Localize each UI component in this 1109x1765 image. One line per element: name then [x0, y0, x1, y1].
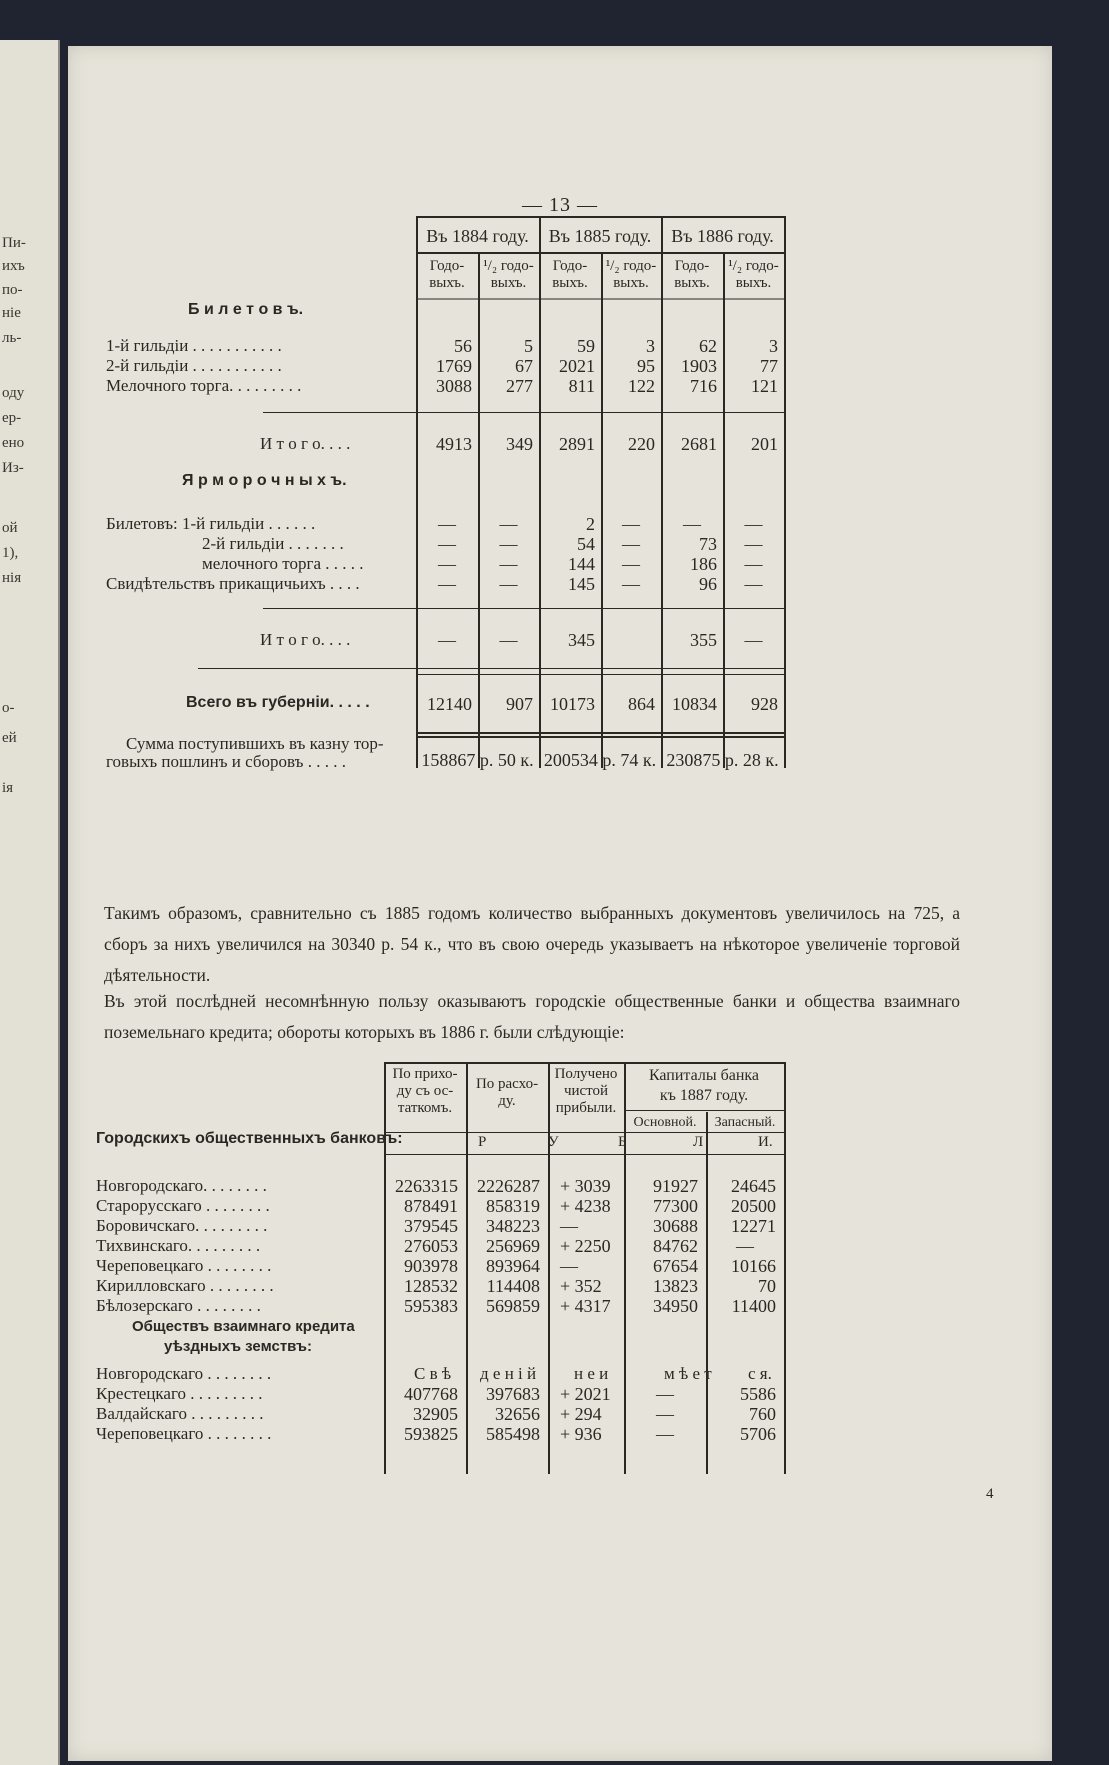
table1-rule [416, 674, 784, 675]
table1-cell: 10173 [550, 694, 595, 714]
table2-header: Получено чистой прибыли. [554, 1066, 618, 1116]
table2-header: По расхо- ду. [475, 1076, 539, 1109]
table2-cell: 858319 [486, 1196, 540, 1216]
table2-cell: 5586 [740, 1384, 776, 1404]
table1-cell: 716 [690, 376, 717, 396]
left-fragment: ено [2, 435, 25, 451]
left-page-edge [0, 40, 60, 1765]
left-fragment: оду [2, 385, 25, 401]
left-fragment: ер- [2, 410, 22, 426]
table1-row-label: 2-й гильдіи . . . . . . . [202, 534, 344, 553]
table1-cell: 2891 [559, 434, 595, 454]
table2-cell: 11400 [731, 1296, 776, 1316]
table1-cell: 73 [699, 534, 717, 554]
table1-cell: — [622, 514, 640, 534]
paragraph-1: Такимъ образомъ, сравнительно съ 1885 годомъ количество выбранныхъ документовъ увеличилось на 725, а сборъ за нихъ увеличился на 30340 р. 54 к., что въ свою очередь указываетъ на нѣкоторое увеличеніе торговой дѣятельности. [104, 903, 960, 985]
table2-header: Запасный. [714, 1115, 776, 1130]
table2-header: По прихо- ду съ ос- таткомъ. [392, 1066, 458, 1116]
table1-cell: — [499, 554, 518, 574]
table1-year-header: Въ 1886 году. [671, 226, 774, 246]
table1-section-fair: Я р м о р о ч н ы х ъ. [182, 472, 347, 489]
table2-cell: 348223 [486, 1216, 540, 1236]
table1-col-line [784, 216, 786, 768]
page-number: — 13 — [522, 194, 598, 216]
left-fragment: по- [2, 282, 23, 298]
table1-cell: 12140 [427, 694, 472, 714]
table2-cell: 379545 [404, 1216, 458, 1236]
table2-row-label: Череповецкаго . . . . . . . . [96, 1424, 272, 1443]
table2-cell: 407768 [404, 1384, 458, 1404]
table1-cell: 77 [760, 356, 778, 376]
left-fragment: ой [2, 520, 18, 536]
table1-rule [263, 608, 784, 609]
table2-row-label: Кирилловскаго . . . . . . . . [96, 1276, 274, 1295]
paragraph-2: Въ этой послѣдней несомнѣнную пользу оказываютъ городскіе общественные банки и общества взаимнаго поземельнаго кредита; обороты которыхъ въ 1886 г. были слѣдующіе: [104, 991, 960, 1042]
table2-cell: 256969 [486, 1236, 540, 1256]
table2-cell: 34950 [653, 1296, 698, 1316]
table2-row-label: Бѣлозерскаго . . . . . . . . [96, 1296, 261, 1315]
table1-rule [263, 412, 784, 413]
table1-cell: 355 [690, 630, 717, 650]
table2-cell: 84762 [653, 1236, 698, 1256]
table2-cell: 397683 [486, 1384, 540, 1404]
table1-cell: 4913 [436, 434, 472, 454]
table2-rule [384, 1154, 784, 1155]
left-fragment: ія [2, 780, 14, 796]
table1-cell: — [438, 574, 456, 594]
table1-sub-header: Годо- выхъ. [674, 258, 710, 291]
table1-itogo-label: И т о г о. . . . [260, 630, 351, 649]
table1-cell: 145 [568, 574, 595, 594]
table2-section-credit: Обществъ взаимнаго кредита [132, 1318, 355, 1335]
table1-sum: 158867 р. 50 к. [421, 750, 534, 770]
table2-cell: 32656 [495, 1404, 540, 1424]
table1-rule [198, 668, 784, 669]
table1-cell: — [499, 534, 518, 554]
table2-cell: + 294 [560, 1404, 602, 1424]
table1-row-label: Мелочного торга. . . . . . . . . [106, 376, 302, 395]
table1-cell: — [622, 574, 640, 594]
table2-header: Капиталы банка къ 1887 году. [648, 1067, 760, 1104]
table2-row-label: Тихвинскаго. . . . . . . . . [96, 1236, 261, 1255]
table2-section-credit: уѣздныхъ земствъ: [164, 1338, 312, 1355]
left-fragment: 1), [2, 545, 19, 561]
table1-cell: 345 [568, 630, 595, 650]
table1-row-label: Свидѣтельствъ прикащичьихъ . . . . [106, 574, 360, 593]
table2-cell: — [736, 1236, 754, 1256]
table1-rule [416, 732, 784, 734]
table2-cell: 12271 [731, 1216, 776, 1236]
table1-cell: — [744, 534, 763, 554]
table2-unit: Л [693, 1134, 704, 1150]
table1-cell: 5 [524, 336, 533, 356]
table1-cell: 144 [568, 554, 595, 574]
page [68, 46, 1052, 1761]
table2-no-data: с я. [748, 1364, 772, 1383]
table2-cell: + 4317 [560, 1296, 611, 1316]
table1-cell: 2 [586, 514, 595, 534]
table2-cell: + 936 [560, 1424, 602, 1444]
table2-cell: 585498 [486, 1424, 540, 1444]
table2-cell: 878491 [404, 1196, 458, 1216]
left-fragment: Пи- [2, 235, 26, 251]
table1-cell: 59 [577, 336, 595, 356]
table1-cell: — [744, 514, 763, 534]
left-fragment: ль- [2, 330, 22, 346]
table2-cell: 760 [749, 1404, 776, 1424]
table2-cell: 276053 [404, 1236, 458, 1256]
table2-row-label: Старорусскаго . . . . . . . . [96, 1196, 270, 1215]
table1-cell: — [683, 514, 701, 534]
table1-row-label: 1-й гильдіи . . . . . . . . . . . [106, 336, 282, 355]
table1-col-line [601, 254, 603, 768]
table1-col-line [723, 254, 725, 768]
table1-cell: — [438, 554, 456, 574]
table2-cell: + 2021 [560, 1384, 611, 1404]
table2-cell: + 2250 [560, 1236, 611, 1256]
table1-row-label: Билетовъ: 1-й гильдіи . . . . . . [106, 514, 316, 533]
table2-row-label: Новгородскаго. . . . . . . . [96, 1176, 267, 1195]
table1-cell: 10834 [672, 694, 717, 714]
table2-cell: 114408 [486, 1276, 540, 1296]
table1-itogo-label: И т о г о. . . . [260, 434, 351, 453]
table2-row-label: Боровичскаго. . . . . . . . . [96, 1216, 268, 1235]
table1-sum-label: говыхъ пошлинъ и сборовъ . . . . . [106, 752, 346, 771]
table1-cell: 3 [646, 336, 655, 356]
table2-top-rule [384, 1062, 784, 1064]
table2-cell: 20500 [731, 1196, 776, 1216]
table2-row-label: Череповецкаго . . . . . . . . [96, 1256, 272, 1275]
table1-top-rule [416, 216, 784, 218]
table2-row-label: Новгородскаго . . . . . . . . [96, 1364, 272, 1383]
signature-mark: 4 [986, 1486, 994, 1502]
table1-cell: 186 [690, 554, 717, 574]
table1-cell: — [499, 574, 518, 594]
table1-cell: 1769 [436, 356, 472, 376]
table1-cell: 2021 [559, 356, 595, 376]
table1-cell: 349 [506, 434, 533, 454]
table1-cell: 811 [568, 376, 595, 396]
table1-cell: — [438, 630, 456, 650]
table2-no-data: д е н і й [480, 1364, 537, 1383]
table1-year-header: Въ 1884 году. [426, 226, 529, 246]
table1-cell: 56 [454, 336, 472, 356]
table2-unit: У [548, 1134, 559, 1150]
left-fragment: ихъ [2, 258, 25, 274]
table1-year-header: Въ 1885 году. [548, 226, 652, 246]
table2-cell: — [560, 1256, 578, 1276]
table1-sub-header: Годо- выхъ. [552, 258, 588, 291]
table2-cell: 77300 [653, 1196, 698, 1216]
table2-cell: + 3039 [560, 1176, 611, 1196]
table2-cell: 24645 [731, 1176, 776, 1196]
table1-col-line [478, 254, 480, 768]
table2-cell: + 352 [560, 1276, 602, 1296]
table1-cell: 122 [628, 376, 655, 396]
table2-cell: — [560, 1216, 578, 1236]
left-fragment: о- [2, 700, 15, 716]
table2-cell: 2263315 [395, 1176, 458, 1196]
table2-cell: 2226287 [477, 1176, 540, 1196]
table1-sub-header: Годо- выхъ. [429, 258, 465, 291]
table1-sub-header: ¹/₂ годо- выхъ. [728, 258, 779, 291]
table1-sum: 230875 р. 28 к. [666, 750, 779, 770]
table1-cell: — [622, 554, 640, 574]
table1-row-label: мелочного торга . . . . . [202, 554, 364, 573]
table2-cell: 67654 [653, 1256, 698, 1276]
table2-no-data: м ѣ е т [664, 1364, 712, 1383]
table2-cell: 30688 [653, 1216, 698, 1236]
table1-cell: 907 [506, 694, 533, 714]
table1-cell: 96 [699, 574, 717, 594]
table2-cell: 5706 [740, 1424, 776, 1444]
table1-cell: 2681 [681, 434, 717, 454]
table2-cell: 569859 [486, 1296, 540, 1316]
table2-section-banks: Городскихъ общественныхъ банковъ: [96, 1130, 403, 1147]
table1-cell: — [499, 514, 518, 534]
table1-cell: 277 [506, 376, 533, 396]
table1-sub-header: ¹/₂ годо- выхъ. [483, 258, 534, 291]
table1-cell: 62 [699, 336, 717, 356]
table1-cell: 220 [628, 434, 655, 454]
table2-unit: И. [758, 1134, 773, 1150]
table1-cell: 54 [577, 534, 595, 554]
table2-cell: 10166 [731, 1256, 776, 1276]
table1-sum-label: Сумма поступившихъ въ казну тор- [126, 734, 384, 753]
left-fragment: ей [2, 730, 17, 746]
table2-rule [384, 1132, 784, 1133]
table2-row-label: Крестецкаго . . . . . . . . . [96, 1384, 263, 1403]
table1-cell: — [744, 630, 763, 650]
table2-cell: 91927 [653, 1176, 698, 1196]
left-fragment: ніе [2, 305, 21, 321]
table2-header: Основной. [633, 1115, 697, 1130]
table1-cell: — [744, 574, 763, 594]
table2-col-line [784, 1062, 786, 1474]
table2-cell: 32905 [413, 1404, 458, 1424]
table2-cell: 903978 [404, 1256, 458, 1276]
table1-cell: — [438, 514, 456, 534]
left-fragment: нія [2, 570, 22, 586]
table1-subheader-rule [416, 298, 784, 300]
table2-rule [624, 1110, 784, 1111]
table1-cell: 121 [751, 376, 778, 396]
table1-cell: 201 [751, 434, 778, 454]
table1-cell: — [744, 554, 763, 574]
table2-no-data: н е и [574, 1364, 609, 1383]
table2-row-label: Валдайскаго . . . . . . . . . [96, 1404, 264, 1423]
table2-cell: — [656, 1404, 674, 1424]
table2-cell: 595383 [404, 1296, 458, 1316]
table1-cell: 3 [769, 336, 778, 356]
table1-cell: — [438, 534, 456, 554]
table1-cell: 928 [751, 694, 778, 714]
table1-cell: 1903 [681, 356, 717, 376]
table1-total-label: Всего въ губерніи. . . . . [186, 694, 370, 711]
table2-cell: 593825 [404, 1424, 458, 1444]
table1-cell: 864 [628, 694, 655, 714]
table1-section-tickets: Б и л е т о в ъ. [188, 301, 304, 318]
table2-cell: 893964 [486, 1256, 540, 1276]
table1-sub-header: ¹/₂ годо- выхъ. [605, 258, 657, 291]
table1-row-label: 2-й гильдіи . . . . . . . . . . . [106, 356, 282, 375]
table1-cell: — [622, 534, 640, 554]
table2-cell: + 4238 [560, 1196, 611, 1216]
table2-cell: 128532 [404, 1276, 458, 1296]
table2-cell: — [656, 1424, 674, 1444]
table2-unit: Р [478, 1134, 487, 1150]
table2-unit: Б [618, 1134, 627, 1150]
table1-cell: 67 [515, 356, 533, 376]
table1-header-rule [416, 252, 784, 254]
table1-cell: 95 [637, 356, 655, 376]
table1-cell: 3088 [436, 376, 472, 396]
table2-no-data: С в ѣ [414, 1364, 452, 1383]
left-fragment: Из- [2, 460, 24, 476]
table2-cell: — [656, 1384, 674, 1404]
table1-rule [416, 736, 784, 738]
table2-col-line [548, 1062, 550, 1474]
table1-sum: 200534 р. 74 к. [543, 750, 657, 770]
table2-cell: 70 [758, 1276, 776, 1296]
table2-cell: 13823 [653, 1276, 698, 1296]
table1-cell: — [499, 630, 518, 650]
